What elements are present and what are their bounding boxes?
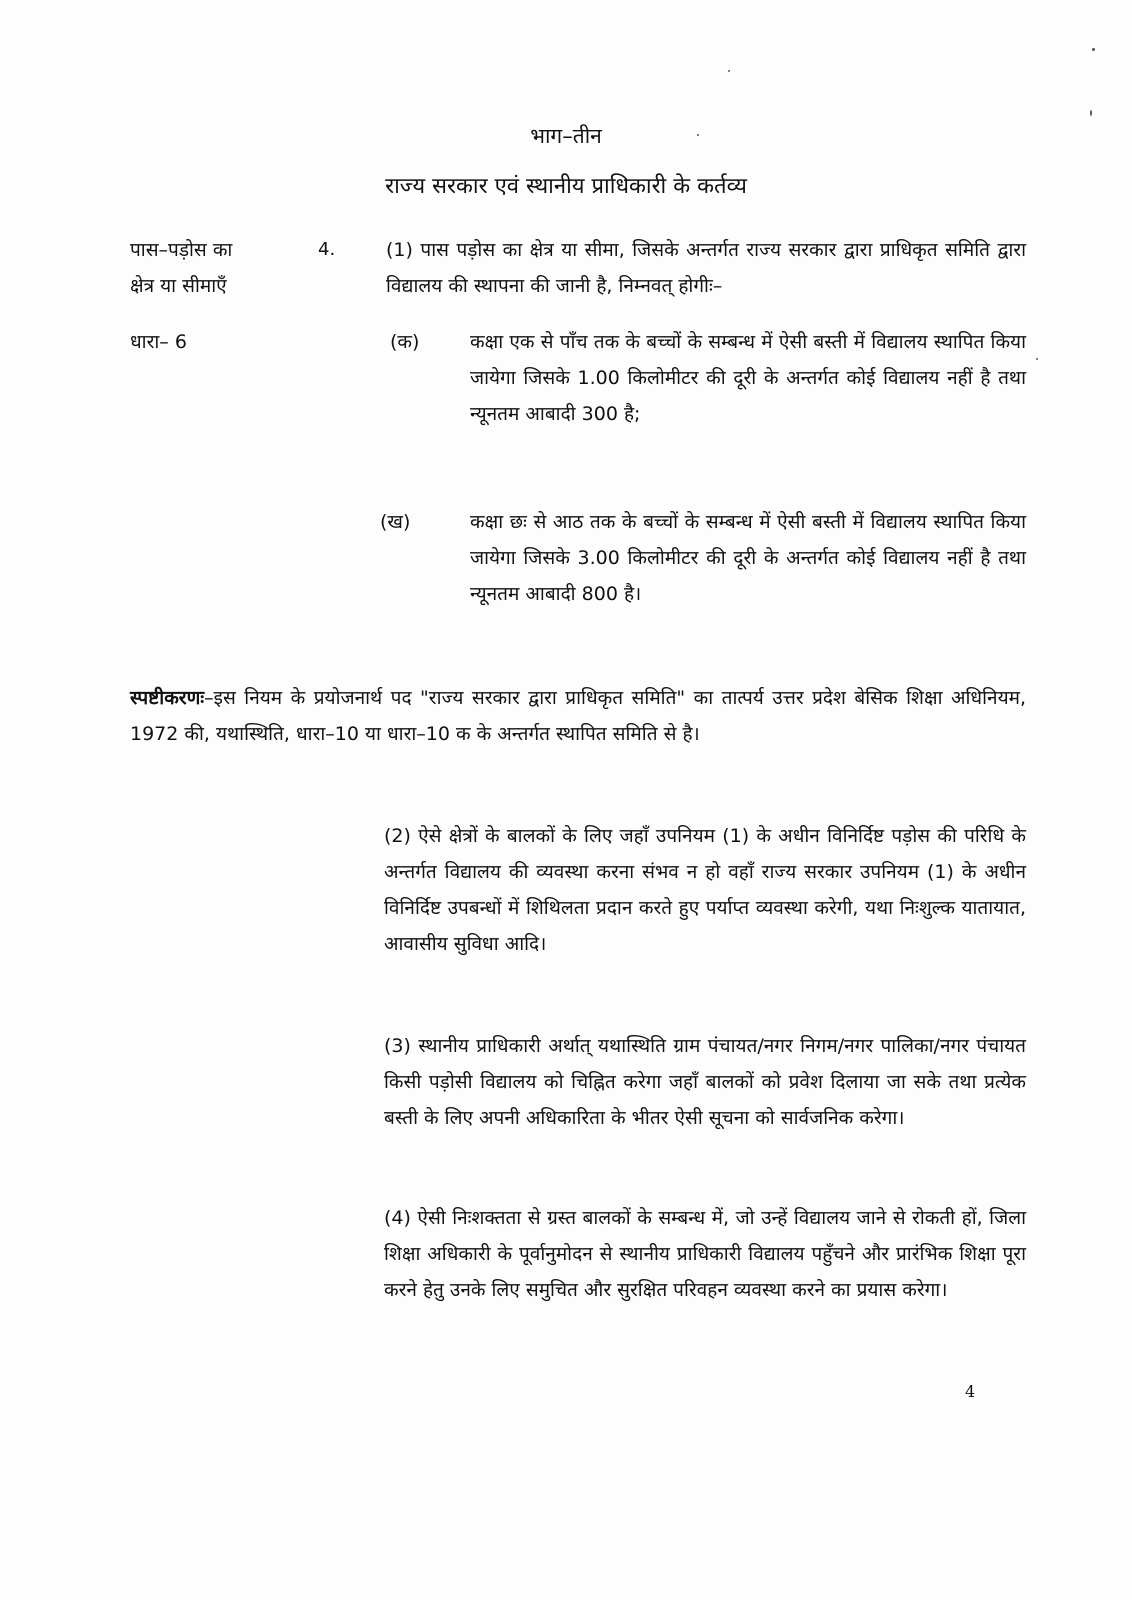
side-heading-line2: क्षेत्र या सीमाएँ [130,275,227,297]
section-number: 4. [318,239,336,260]
explanation-text: –इस नियम के प्रयोजनार्थ पद "राज्य सरकार द्वारा प्राधिकृत समिति" का तात्पर्य उत्तर प्रदेश बेसिक शिक्षा अधिनियम, 1972 की, यथास्थिति, धारा–10 या धारा–10 क के अन्तर्गत स्थापित समिति से है। [130,687,1026,745]
scan-speck [697,134,699,136]
clause-mark-ka: (क) [390,331,420,353]
explanation-paragraph [130,680,1026,752]
clause-mark-kha: (ख) [380,511,411,533]
sub-rule-3: (3) स्थानीय प्राधिकारी अर्थात् यथास्थिति ग्राम पंचायत/नगर निगम/नगर पालिका/नगर पंचायत किसी पड़ोसी विद्यालय को चिह्नित करेगा जहाँ बालकों को प्रवेश दिलाया जा सके तथा प्रत्येक बस्ती के लिए अपनी अधिकारिता के भीतर ऐसी सूचना को सार्वजनिक करेगा। [384,1035,1026,1129]
chapter-title: राज्य सरकार एवं स्थानीय प्राधिकारी के कर्तव्य [385,174,747,199]
part-title: भाग–तीन [530,124,602,148]
side-heading-line1: पास–पड़ोस का [130,239,233,261]
scan-speck [728,70,730,72]
explanation-label: स्पष्टीकरणः [130,687,205,709]
sub-rule-4: (4) ऐसी निःशक्तता से ग्रस्त बालकों के सम्बन्ध में, जो उन्हें विद्यालय जाने से रोकती हों, जिला शिक्षा अधिकारी के पूर्वानुमोदन से स्थानीय प्राधिकारी विद्यालय पहुँचने और प्रारंभिक शिक्षा पूरा करने हेतु उनके लिए समुचित और सुरक्षित परिवहन व्यवस्था करने का प्रयास करेगा। [384,1207,1026,1301]
scan-speck [1090,110,1092,116]
clause-ka-text: कक्षा एक से पाँच तक के बच्चों के सम्बन्ध में ऐसी बस्ती में विद्यालय स्थापित किया जायेगा जिसके 1.00 किलोमीटर की दूरी के अन्तर्गत कोई विद्यालय नहीं है तथा न्यूनतम आबादी 300 है; [470,331,1026,425]
scan-speck [1036,358,1038,360]
sub-rule-1-intro: (1) पास पड़ोस का क्षेत्र या सीमा, जिसके अन्तर्गत राज्य सरकार द्वारा प्राधिकृत समिति द्वारा विद्यालय की स्थापना की जानी है, निम्नवत् होगीः– [386,239,1026,297]
sub-rule-2: (2) ऐसे क्षेत्रों के बालकों के लिए जहाँ उपनियम (1) के अधीन विनिर्दिष्ट पड़ोस की परिधि के अन्तर्गत विद्यालय की व्यवस्था करना संभव न हो वहाँ राज्य सरकार उपनियम (1) के अधीन विनिर्दिष्ट उपबन्धों में शिथिलता प्रदान करते हुए पर्याप्त व्यवस्था करेगी, यथा निःशुल्क यातायात, आवासीय सुविधा आदि। [384,825,1026,955]
scan-speck [1092,48,1095,51]
side-dhara-label: धारा– 6 [130,331,187,353]
page-number: 4 [965,1382,976,1401]
clause-kha-text: कक्षा छः से आठ तक के बच्चों के सम्बन्ध में ऐसी बस्ती में विद्यालय स्थापित किया जायेगा जिसके 3.00 किलोमीटर की दूरी के अन्तर्गत कोई विद्यालय नहीं है तथा न्यूनतम आबादी 800 है। [470,511,1026,605]
